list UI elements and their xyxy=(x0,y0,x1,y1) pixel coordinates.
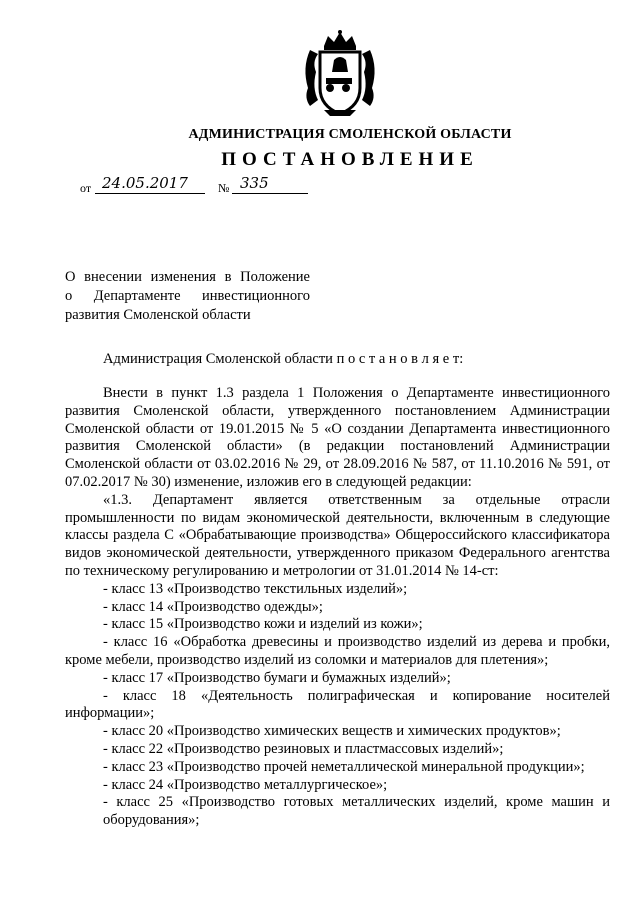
resolution-intro: Администрация Смоленской области п о с т а н о в л я е т: xyxy=(103,351,464,367)
subject-line: О внесении изменения в Положение xyxy=(65,269,310,285)
list-item: - класс 22 «Производство резиновых и пластмассовых изделий»; xyxy=(103,740,504,757)
list-item: - класс 14 «Производство одежды»; xyxy=(103,598,323,615)
number-label: № xyxy=(218,181,230,195)
date-number-line xyxy=(80,176,320,196)
document-subject xyxy=(65,268,310,325)
list-item: - класс 24 «Производство металлургическое»; xyxy=(103,776,388,793)
list-item: - класс 16 «Обработка древесины и производство изделий из дерева и пробки, кроме мебели, производство изделий из соломки и материалов для плетения»; xyxy=(65,634,610,668)
document-type-title: ПОСТАНОВЛЕНИЕ xyxy=(221,149,479,170)
list-item: - класс 20 «Производство химических веществ и химических продуктов»; xyxy=(103,723,561,740)
coat-of-arms-icon xyxy=(300,28,380,120)
body-paragraph: Внести в пункт 1.3 раздела 1 Положения о Департаменте инвестиционного развития Смоленской области, утвержденного постановлением Администрации Смоленской области от 19.01.2015 № 5 «О создании Департамента инвестиционного развития Смоленской области» (в редакции постановлений Администрации Смоленской области от 03.02.2016 № 29, от 28.09.2016 № 587, от 11.10.2016 № 591, от 07.02.2017 № 30) изменение, изложив его в следующей редакции: xyxy=(65,385,610,490)
date-label: от xyxy=(80,181,92,195)
date-underline xyxy=(95,193,205,194)
date-value: 24.05.2017 xyxy=(102,174,188,192)
body-paragraph: «1.3. Департамент является ответственным за отдельные отрасли промышленности по видам экономической деятельности, включенным в следующие классы раздела C «Обрабатывающие производства» Общероссийского классификатора видов экономической деятельности, утвержденного приказом Федерального агентства по техническому регулированию и метрологии от 31.01.2014 № 14-ст: xyxy=(65,491,610,579)
number-underline xyxy=(232,193,308,194)
organization-title: АДМИНИСТРАЦИЯ СМОЛЕНСКОЙ ОБЛАСТИ xyxy=(188,127,512,142)
list-item: - класс 18 «Деятельность полиграфическая и копирование носителей информации»; xyxy=(65,687,610,722)
subject-line: развития Смоленской области xyxy=(65,307,251,323)
subject-line: о Департаменте инвестиционного xyxy=(65,288,310,304)
list-item: - класс 25 «Производство готовых металлических изделий, кроме машин и оборудования»; xyxy=(103,794,610,829)
list-item: - класс 23 «Производство прочей неметаллической минеральной продукции»; xyxy=(103,758,585,775)
document-body xyxy=(65,385,610,830)
list-item: - класс 17 «Производство бумаги и бумажных изделий»; xyxy=(103,669,451,686)
list-item: - класс 15 «Производство кожи и изделий из кожи»; xyxy=(103,616,423,633)
list-item: - класс 13 «Производство текстильных изделий»; xyxy=(103,580,408,597)
number-value: 335 xyxy=(240,174,269,192)
